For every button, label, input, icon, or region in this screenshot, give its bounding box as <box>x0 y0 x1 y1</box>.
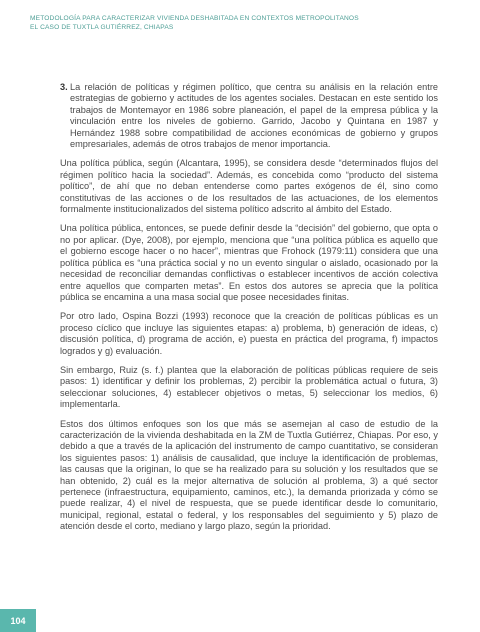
paragraph: Estos dos últimos enfoques son los que más se asemejan al caso de estudio de la caracterización de la vivienda deshabitada en la ZM de Tuxtla Gutiérrez, Chiapas. Por eso, y debido a que a través de la aplicación del instrumento de campo cuantitativo, se consideran los siguientes pasos: 1) análisis de causalidad, que incluye la identificación de problemas, las causas que la originan, lo que se ha realizado para su solución y los resultados que se han obtenido, 2) cuál es la mejor alternativa de solución al problema, 3) a qué sector pertenece (infraestructura, equipamiento, caminos, etc.), la demanda priorizada y cómo se puede realizar, 4) el nivel de respuesta, que se puede identificar desde lo comunitario, municipal, regional, estatal o federal, y los responsables del seguimiento y 5) plazo de atención desde el corto, mediano y largo plazo, según la prioridad. <box>60 418 438 532</box>
paragraph: Una política pública, según (Alcantara, 1995), se considera desde “determinados flujos del régimen político hacia la sociedad”. Además, es concebida como “producto del sistema político”, de ahí que no deban entenderse como partes exógenos de él, sino como constitutivas de las acciones o de los resultados de las actuaciones, de los elementos formalmente institucionalizados del sistema político adscrito al ámbito del Estado. <box>60 158 438 215</box>
paragraph: Una política pública, entonces, se puede definir desde la “decisión” del gobierno, que opta o no por aplicar. (Dye, 2008), por ejemplo, menciona que “una política pública es aquello que el gobierno escoge hacer o no hacer”, mientras que Frohock (1979:11) considera que una política pública es “una práctica social y no un evento singular o aislado, ocasionado por la necesidad de reconciliar demandas conflictivas o establecer incentivos de acción colectiva entre aquellos que comparten metas”. En estos dos autores se aprecia que la política pública se encamina a una masa social que posee necesidades finitas. <box>60 223 438 302</box>
body-text <box>60 82 438 541</box>
paragraph: Por otro lado, Ospina Bozzi (1993) reconoce que la creación de políticas públicas es un proceso cíclico que incluye las siguientes etapas: a) problema, b) generación de ideas, c) discusión política, d) programa de acción, e) puesta en práctica del programa, f) impactos logrados y g) evaluación. <box>60 311 438 356</box>
running-header <box>30 14 460 32</box>
header-title: METODOLOGÍA PARA CARACTERIZAR VIVIENDA DESHABITADA EN CONTEXTOS METROPOLITANOS <box>30 15 359 22</box>
list-item-number: 3. <box>60 82 68 92</box>
list-item-text: La relación de políticas y régimen político, que centra su análisis en la relación entre estrategias de gobierno y actitudes de los agentes sociales. Destacan en este sentido los trabajos de Montemayor en 1986 sobre planeación, el papel de la empresa pública y la vinculación entre los niveles de gobierno. Garrido, Jacobo y Quintana en 1987 y Hernández 1988 sobre compatibilidad de acciones económicas de gobierno y grupos empresariales, además de otros trabajos de menor importancia. <box>70 82 438 150</box>
paragraph: Sin embargo, Ruiz (s. f.) plantea que la elaboración de políticas públicas requiere de seis pasos: 1) identificar y definir los problemas, 2) percibir la problemática actual o futura, 3) seleccionar soluciones, 4) establecer objetivos o metas, 5) seleccionar los medios, 6) implementarla. <box>60 364 438 410</box>
list-item <box>60 82 438 150</box>
page-number-badge <box>0 609 36 632</box>
header-subtitle: EL CASO DE TUXTLA GUTIÉRREZ, CHIAPAS <box>30 24 174 31</box>
page-number: 104 <box>10 615 26 626</box>
